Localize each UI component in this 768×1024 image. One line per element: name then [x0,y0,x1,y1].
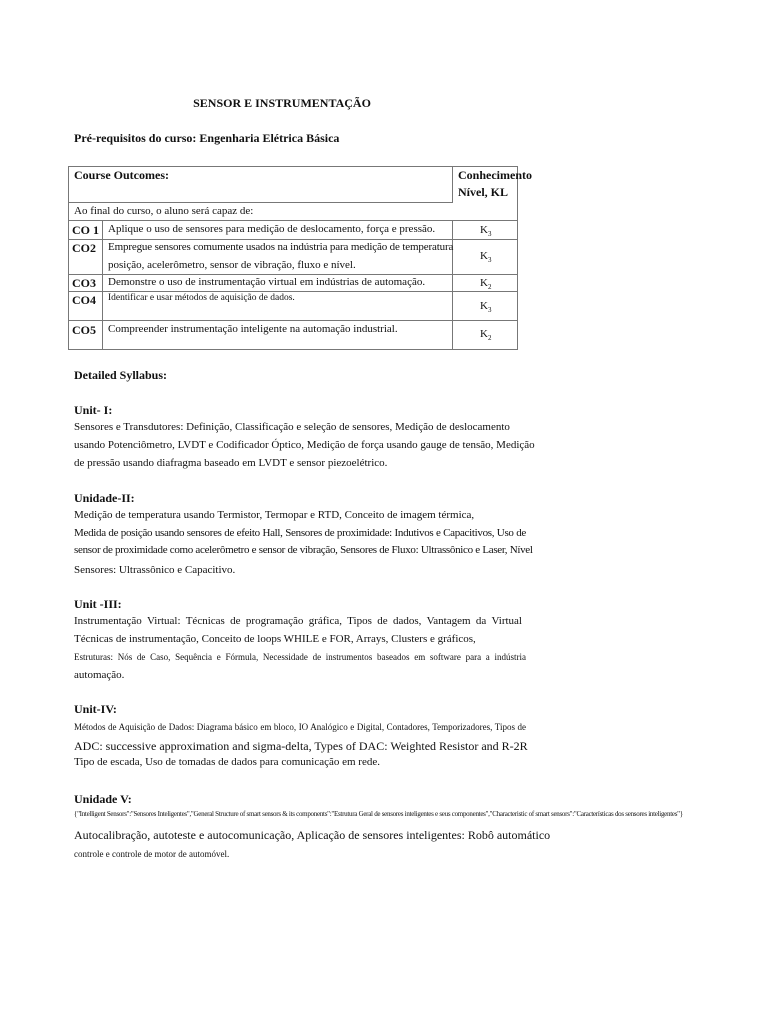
unit-text-line: Medida de posição usando sensores de efeito Hall, Sensores de proximidade: Indutivos e Capacitivos, Uso de [74,527,526,539]
unit-text-line: Instrumentação Virtual: Técnicas de programação gráfica, Tipos de dados, Vantagem da Virtual [74,615,522,627]
co-id: CO5 [72,323,96,337]
co-text: posição, acelerômetro, sensor de vibração, fluxo e nível. [108,259,356,271]
unit-text-line: automação. [74,669,125,681]
co-id: CO2 [72,241,96,255]
co-text: Demonstre o uso de instrumentação virtual em indústrias de automação. [108,276,426,288]
co-kl: $K_3$ [480,224,492,239]
co-kl: $K_3$ [480,300,492,315]
table-border-left [68,166,69,350]
unit-text-line: controle e controle de motor de automóvel. [74,849,230,859]
co-text: Compreender instrumentação inteligente na automação industrial. [108,323,398,335]
syllabus-heading: Detailed Syllabus: [74,368,168,382]
unit-heading: Unidade-II: [74,491,135,505]
unit-heading: Unit- I: [74,403,113,417]
co-kl: $K_2$ [480,328,492,343]
table-border-bottom [68,349,518,350]
document-title: SENSOR E INSTRUMENTAÇÃO [193,96,371,110]
kl-header-line2: Nível, KL [458,185,508,199]
prerequisites: Pré-requisitos do curso: Engenharia Elétrica Básica [74,131,340,145]
unit-text-line: Sensores e Transdutores: Definição, Classificação e seleção de sensores, Medição de deslocamento [74,421,510,433]
co-id: CO4 [72,293,96,307]
kl-header-line1: Conhecimento [458,168,532,182]
outcomes-header: Course Outcomes: [74,168,169,182]
co-text: Identificar e usar métodos de aquisição de dados. [108,293,295,303]
unit-heading: Unit -III: [74,597,122,611]
co-kl: $K_2$ [480,277,492,292]
table-rule [452,166,453,203]
unit-heading: Unidade V: [74,792,132,806]
unit-text-line: Métodos de Aquisição de Dados: Diagrama básico em bloco, IO Analógico e Digital, Contadores, Temporizadores, Tipos de [74,722,526,732]
unit-text-line: Autocalibração, autoteste e autocomunicação, Aplicação de sensores inteligentes: Robô automático [74,828,551,842]
co-id: CO3 [72,276,96,290]
co-kl: $K_3$ [480,250,492,265]
table-rule [102,220,103,350]
unit-heading: Unit-IV: [74,702,117,716]
unit-text-line: Tipo de escada, Uso de tomadas de dados para comunicação em rede. [74,756,380,768]
unit-text-line: Sensores: Ultrassônico e Capacitivo. [74,564,236,576]
course-outcomes-table [68,166,532,350]
unit-text-line: ADC: successive approximation and sigma-delta, Types of DAC: Weighted Resistor and R-2R [74,739,528,753]
co-id: CO 1 [72,223,99,237]
unit-text-line: de pressão usando diafragma baseado em LVDT e sensor piezoelétrico. [74,457,388,469]
table-intro: Ao final do curso, o aluno será capaz de: [74,205,254,217]
table-border-right [517,166,518,350]
unit-text-line: Medição de temperatura usando Termistor, Termopar e RTD, Conceito de imagem térmica, [74,509,475,521]
unit-text-line: Técnicas de instrumentação, Conceito de loops WHILE e FOR, Arrays, Clusters e gráficos, [74,633,476,645]
co-text: Empregue sensores comumente usados na indústria para medição de temperatura [108,241,454,253]
unit-text-line: {"Intelligent Sensors":"Sensores Inteligentes","General Structure of smart sensors & its components":"Estrutura Geral de sensores inteligentes e seus componentes","Characteristic of smart sensors":"Características dos sensores inteligentes"} [74,810,683,818]
co-text: Aplique o uso de sensores para medição de deslocamento, força e pressão. [108,223,436,235]
unit-text-line: usando Potenciômetro, LVDT e Codificador Óptico, Medição de força usando gauge de tensão, Medição [74,439,535,451]
unit-text-line: Estruturas: Nós de Caso, Sequência e Fórmula, Necessidade de instrumentos baseados em software para a indústria [74,652,526,662]
unit-text-line: sensor de proximidade como acelerômetro e sensor de vibração, Sensores de Fluxo: Ultrassônico e Laser, Nível [74,544,533,556]
